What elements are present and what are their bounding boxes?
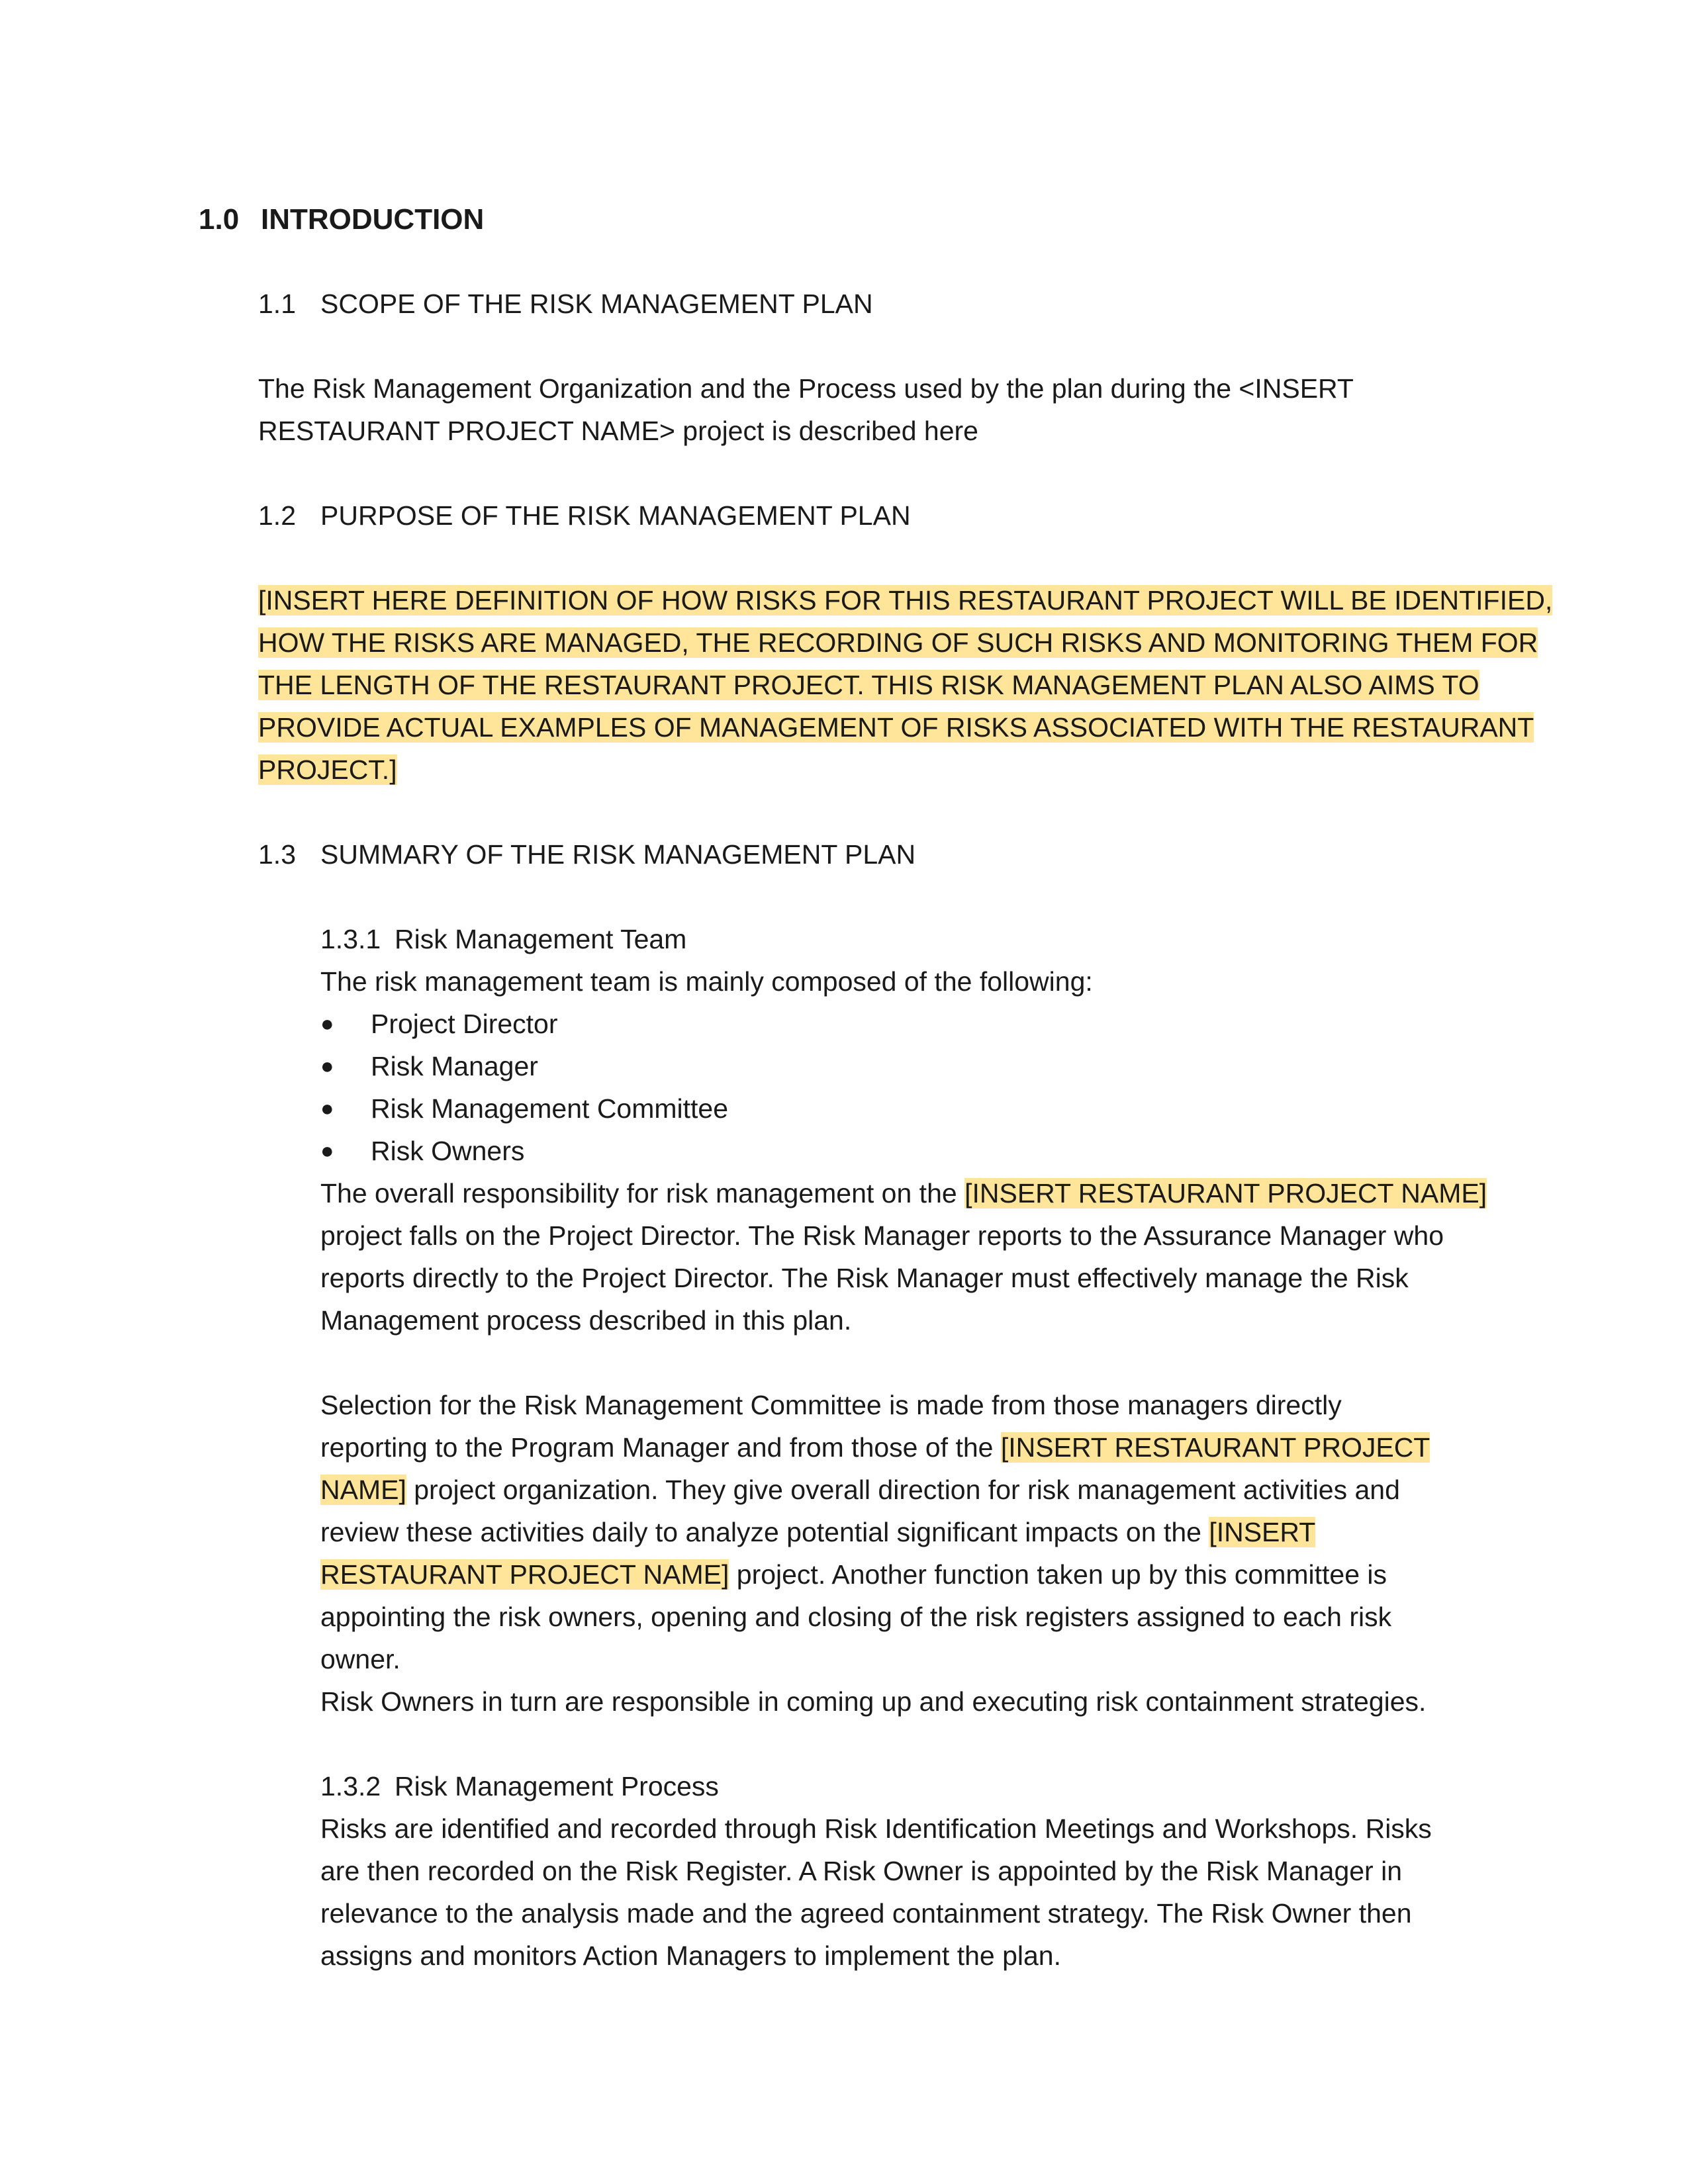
subsection-number: 1.3 (258, 839, 296, 870)
responsibility-text: The overall responsibility for risk management on the (320, 1178, 965, 1208)
bullet-icon: ● (320, 1011, 334, 1036)
purpose-placeholder-line-3 (258, 664, 1479, 706)
team-intro: The risk management team is mainly composed of the following: (320, 966, 1093, 997)
committee-text: review these activities daily to analyze potential significant impacts on the (320, 1517, 1209, 1547)
committee-line-2 (320, 1426, 1430, 1469)
list-item-label: Risk Management Committee (371, 1093, 729, 1124)
placeholder-highlight: PROJECT.] (258, 754, 397, 785)
responsibility-line-3: reports directly to the Project Director. The Risk Manager must effectively manage the Risk (320, 1263, 1409, 1293)
subsection-heading-summary (258, 833, 915, 876)
placeholder-highlight: [INSERT HERE DEFINITION OF HOW RISKS FOR THIS RESTAURANT PROJECT WILL BE IDENTIFIED, (258, 585, 1553, 615)
subsubsection-title: Risk Management Process (395, 1771, 719, 1801)
subsection-number: 1.1 (258, 289, 296, 319)
subsubsection-heading-team (320, 918, 686, 960)
purpose-placeholder-line-1 (258, 579, 1552, 621)
committee-line-6: appointing the risk owners, opening and closing of the risk registers assigned to each risk (320, 1602, 1392, 1632)
bullet-icon: ● (320, 1138, 334, 1163)
bullet-icon: ● (320, 1054, 334, 1079)
committee-text: project. Another function taken up by this committee is (729, 1559, 1387, 1590)
subsubsection-number: 1.3.1 (320, 924, 381, 954)
scope-paragraph-line-2: RESTAURANT PROJECT NAME> project is described here (258, 416, 978, 446)
purpose-placeholder-line-4 (258, 706, 1534, 749)
subsubsection-heading-process (320, 1765, 719, 1807)
subsubsection-title: Risk Management Team (395, 924, 687, 954)
bullet-icon: ● (320, 1096, 334, 1121)
process-line-1: Risks are identified and recorded through Risk Identification Meetings and Workshops. Risks (320, 1813, 1432, 1844)
list-item-label: Risk Manager (371, 1051, 538, 1081)
responsibility-line-4: Management process described in this plan. (320, 1305, 852, 1336)
subsection-title: SCOPE OF THE RISK MANAGEMENT PLAN (320, 289, 873, 319)
section-number: 1.0 (199, 203, 240, 236)
committee-line-4 (320, 1511, 1315, 1553)
committee-line-3 (320, 1469, 1400, 1511)
committee-text: project organization. They give overall direction for risk management activities and (406, 1475, 1400, 1505)
scope-paragraph-line-1: The Risk Management Organization and the Process used by the plan during the <INSERT (258, 373, 1354, 404)
placeholder-highlight: NAME] (320, 1475, 406, 1505)
subsection-title: SUMMARY OF THE RISK MANAGEMENT PLAN (320, 839, 916, 870)
subsection-heading-purpose (258, 494, 911, 537)
placeholder-highlight: PROVIDE ACTUAL EXAMPLES OF MANAGEMENT OF RISKS ASSOCIATED WITH THE RESTAURANT (258, 712, 1534, 743)
responsibility-line-2: project falls on the Project Director. The Risk Manager reports to the Assurance Manager who (320, 1220, 1444, 1251)
process-line-3: relevance to the analysis made and the agreed containment strategy. The Risk Owner then (320, 1898, 1412, 1929)
purpose-placeholder-line-2 (258, 621, 1538, 664)
purpose-placeholder-line-5 (258, 749, 397, 791)
subsection-number: 1.2 (258, 500, 296, 531)
process-line-2: are then recorded on the Risk Register. A Risk Owner is appointed by the Risk Manager in (320, 1856, 1403, 1886)
placeholder-highlight: [INSERT (1209, 1517, 1316, 1547)
placeholder-highlight: RESTAURANT PROJECT NAME] (320, 1559, 729, 1590)
placeholder-highlight: [INSERT RESTAURANT PROJECT (1000, 1432, 1430, 1463)
list-item-label: Risk Owners (371, 1136, 525, 1166)
subsection-heading-scope (258, 283, 873, 325)
responsibility-line-1 (320, 1172, 1487, 1214)
section-title: INTRODUCTION (261, 203, 485, 236)
placeholder-highlight: THE LENGTH OF THE RESTAURANT PROJECT. THIS RISK MANAGEMENT PLAN ALSO AIMS TO (258, 670, 1479, 700)
committee-line-1: Selection for the Risk Management Committee is made from those managers directly (320, 1390, 1342, 1420)
committee-text: reporting to the Program Manager and from those of the (320, 1432, 1001, 1463)
placeholder-highlight: HOW THE RISKS ARE MANAGED, THE RECORDING OF SUCH RISKS AND MONITORING THEM FOR (258, 627, 1538, 658)
section-heading-introduction (199, 199, 484, 241)
committee-line-5 (320, 1553, 1387, 1596)
placeholder-highlight: [INSERT RESTAURANT PROJECT NAME] (964, 1178, 1487, 1208)
committee-line-7: owner. (320, 1644, 400, 1674)
subsection-title: PURPOSE OF THE RISK MANAGEMENT PLAN (320, 500, 911, 531)
list-item-label: Project Director (371, 1009, 558, 1039)
subsubsection-number: 1.3.2 (320, 1771, 381, 1801)
risk-owners-line: Risk Owners in turn are responsible in coming up and executing risk containment strategies. (320, 1686, 1427, 1717)
process-line-4: assigns and monitors Action Managers to implement the plan. (320, 1940, 1061, 1971)
